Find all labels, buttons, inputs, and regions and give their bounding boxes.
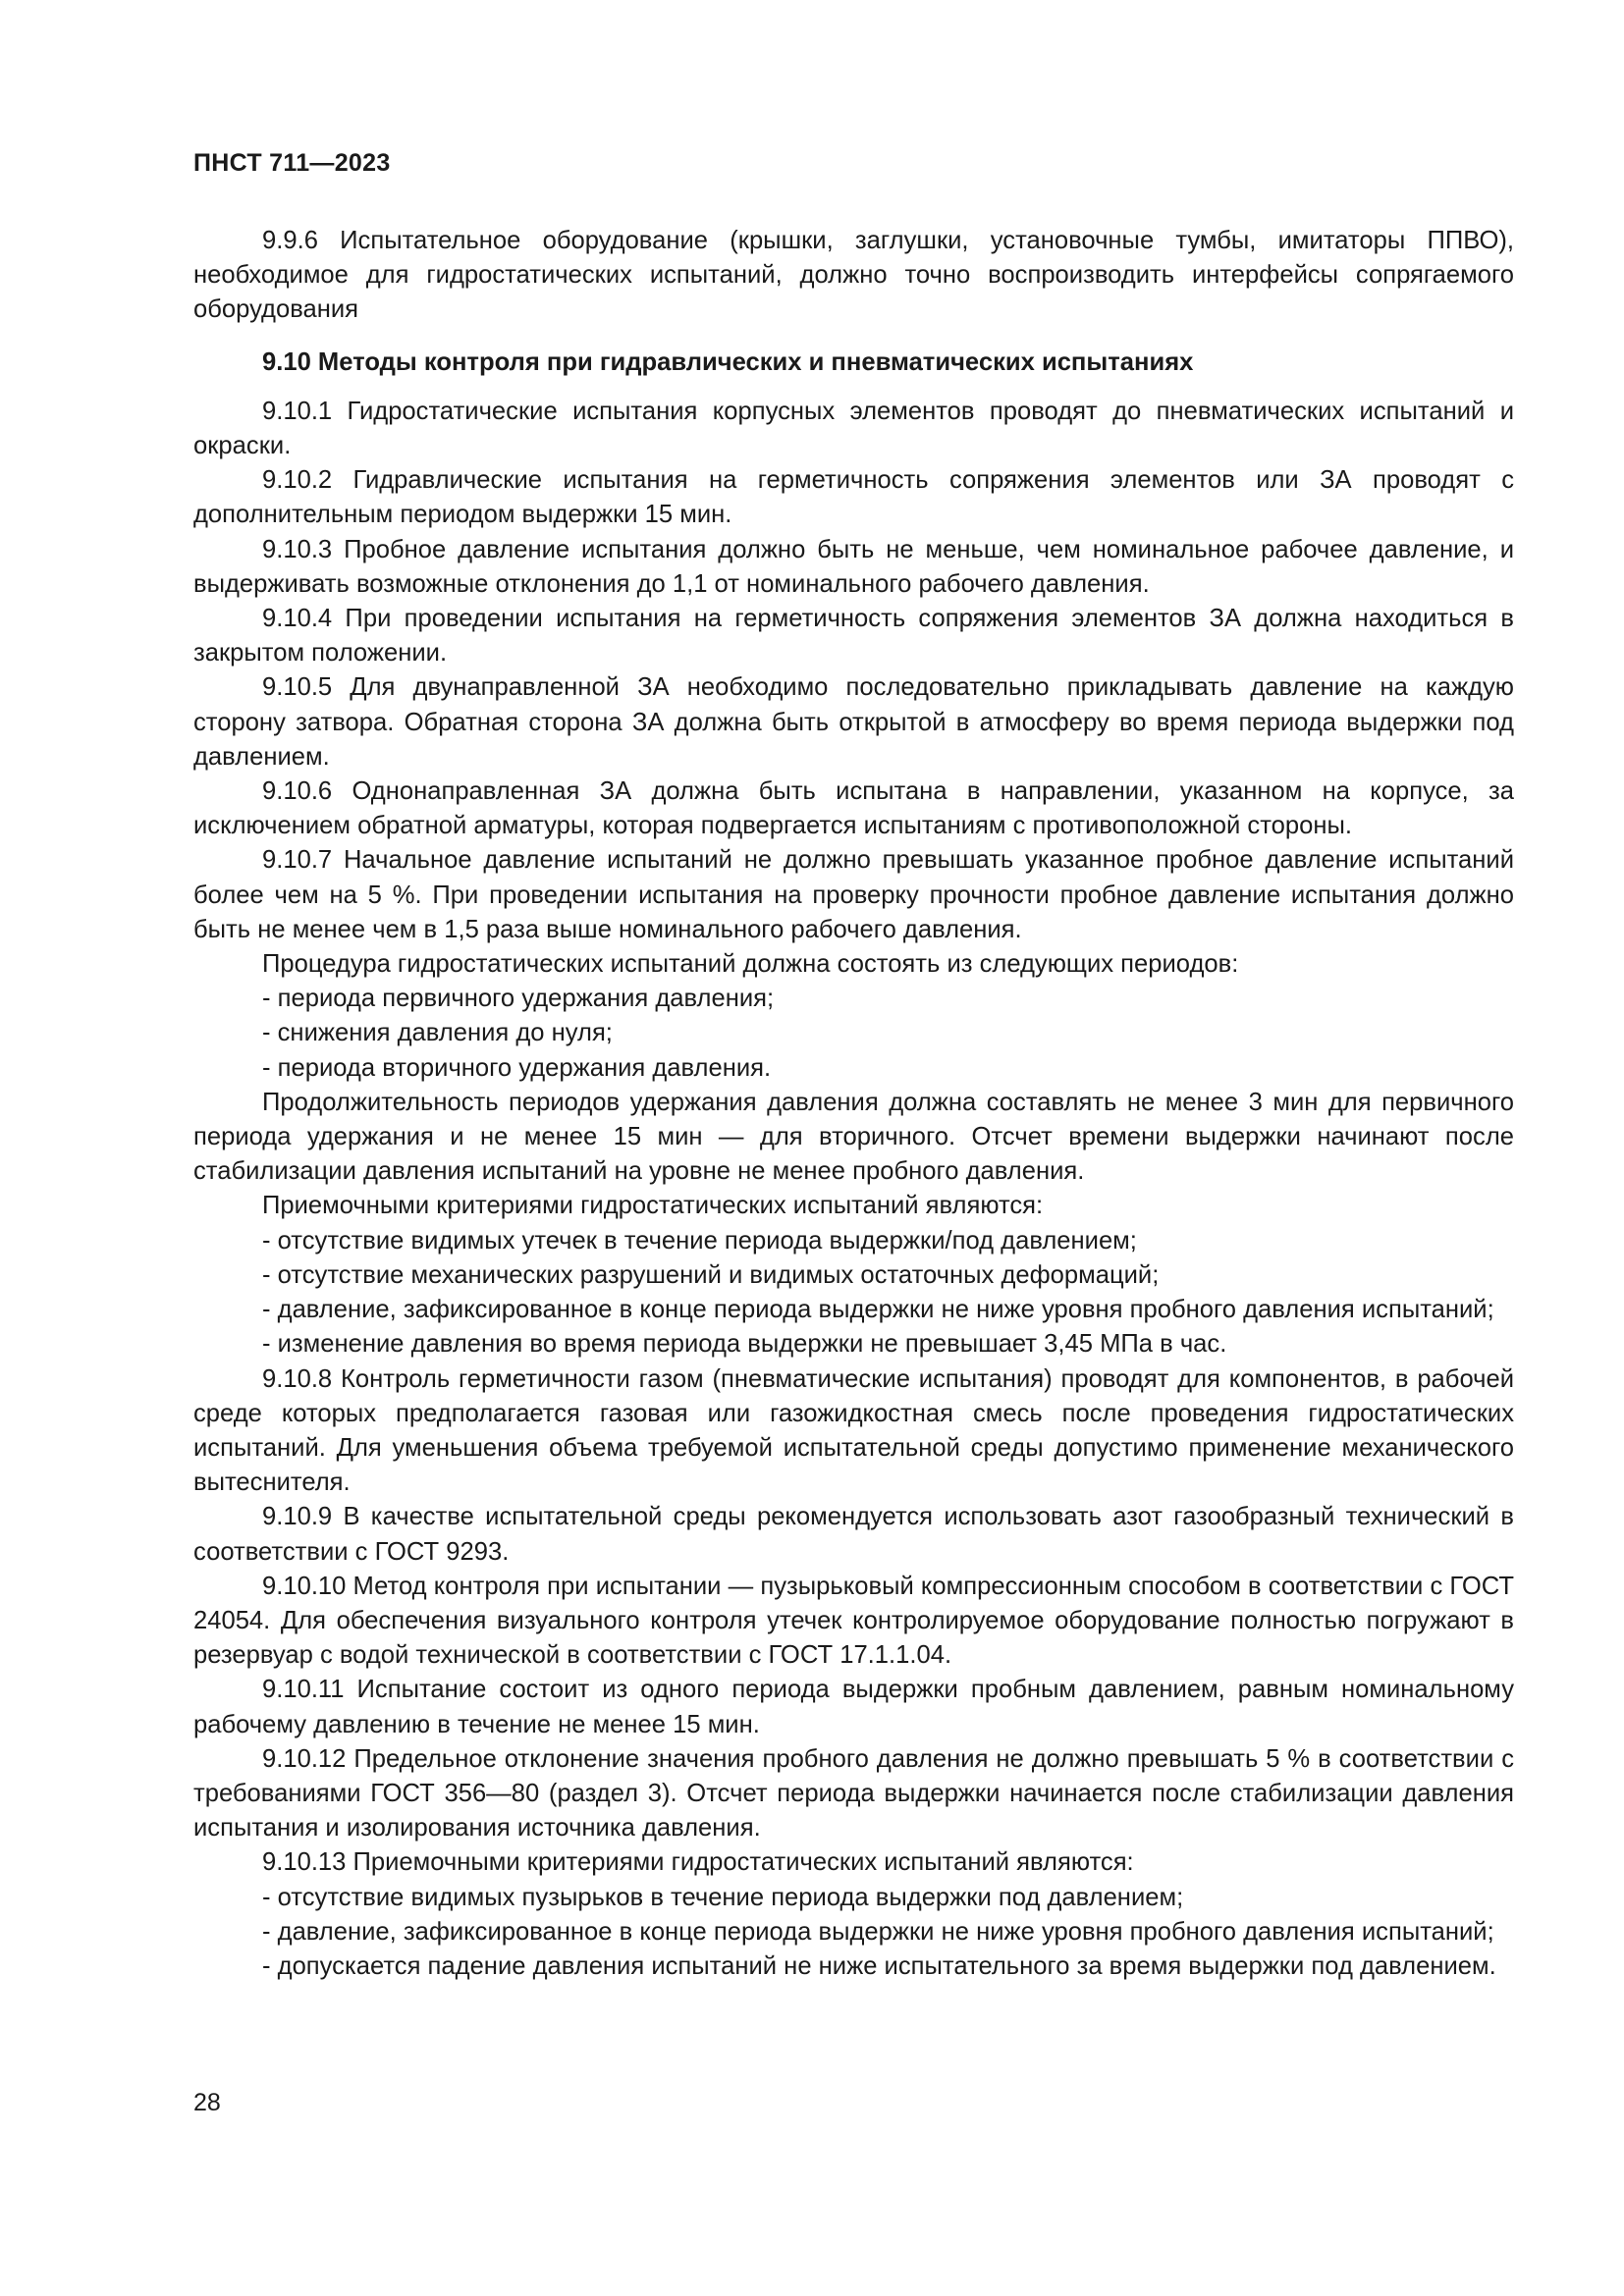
list-item: - изменение давления во время периода выдержки не превышает 3,45 МПа в час. xyxy=(262,1330,1227,1359)
clause-9-9-6: 9.9.6 Испытательное оборудование (крышки, заглушки, установочные тумбы, имитаторы ППВО), необходимое для гидростатических испытаний, должно точно воспроизводить интерфейсы сопрягаемого оборудования xyxy=(193,227,1514,324)
page-content xyxy=(193,224,1514,1984)
clause-9-10-1: 9.10.1 Гидростатические испытания корпусных элементов проводят до пневматических испытаний и окраски. xyxy=(193,397,1514,460)
clause-9-10-7: 9.10.7 Начальное давление испытаний не должно превышать указанное пробное давление испытаний более чем на 5 %. При проведении испытания на проверку прочности пробное давление испытания должно быть не менее чем в 1,5 раза выше номинального рабочего давления. xyxy=(193,846,1514,943)
section-heading-9-10: 9.10 Методы контроля при гидравлических и пневматических испытаниях xyxy=(262,347,1194,376)
clause-9-10-12: 9.10.12 Предельное отклонение значения пробного давления не должно превышать 5 % в соответствии с требованиями ГОСТ 356—80 (раздел 3). Отсчет периода выдержки начинается после стабилизации давления испытания и изолирования источника давления. xyxy=(193,1744,1514,1842)
clause-9-10-3: 9.10.3 Пробное давление испытания должно быть не меньше, чем номинальное рабочее давление, и выдерживать возможные отклонения до 1,1 от номинального рабочего давления. xyxy=(193,535,1514,598)
procedure-intro: Процедура гидростатических испытаний должна состоять из следующих периодов: xyxy=(262,950,1239,979)
page-number: 28 xyxy=(193,2089,221,2116)
clause-9-10-9: 9.10.9 В качестве испытательной среды рекомендуется использовать азот газообразный технический в соответствии с ГОСТ 9293. xyxy=(193,1503,1514,1566)
clause-9-10-4: 9.10.4 При проведении испытания на герметичность сопряжения элементов ЗА должна находиться в закрытом положении. xyxy=(193,605,1514,667)
clause-9-10-2: 9.10.2 Гидравлические испытания на герметичность сопряжения элементов или ЗА проводят с дополнительным периодом выдержки 15 мин. xyxy=(193,466,1514,529)
clause-9-10-8: 9.10.8 Контроль герметичности газом (пневматические испытания) проводят для компонентов, в рабочей среде которых предполагается газовая или газожидкостная смесь после проведения гидростатических испытаний. Для уменьшения объема требуемой испытательной среды допустимо применение механического вытеснителя. xyxy=(193,1364,1514,1497)
acceptance-criteria-intro: Приемочными критериями гидростатических испытаний являются: xyxy=(262,1192,1044,1220)
clause-9-10-10: 9.10.10 Метод контроля при испытании — пузырьковый компрессионным способом в соответствии с ГОСТ 24054. Для обеспечения визуального контроля утечек контролируемое оборудование полностью погружают в резервуар с водой технической в соответствии с ГОСТ 17.1.1.04. xyxy=(193,1572,1514,1670)
list-item: - периода первичного удержания давления; xyxy=(262,985,775,1013)
list-item: - отсутствие видимых пузырьков в течение периода выдержки под давлением; xyxy=(262,1883,1184,1911)
clause-9-10-11: 9.10.11 Испытание состоит из одного периода выдержки пробным давлением, равным номинальному рабочему давлению в течение не менее 15 мин. xyxy=(193,1676,1514,1738)
clause-9-10-13: 9.10.13 Приемочными критериями гидростатических испытаний являются: xyxy=(262,1848,1134,1877)
list-item: - допускается падение давления испытаний не ниже испытательного за время выдержки под давлением. xyxy=(262,1951,1496,1980)
list-item: - отсутствие видимых утечек в течение периода выдержки/под давлением; xyxy=(262,1226,1137,1255)
clause-9-10-6: 9.10.6 Однонаправленная ЗА должна быть испытана в направлении, указанном на корпусе, за исключением обратной арматуры, которая подвергается испытаниям с противоположной стороны. xyxy=(193,777,1514,840)
list-item: - давление, зафиксированное в конце периода выдержки не ниже уровня пробного давления испытаний; xyxy=(262,1296,1494,1324)
clause-9-10-5: 9.10.5 Для двунаправленной ЗА необходимо последовательно прикладывать давление на каждую сторону затвора. Обратная сторона ЗА должна быть открытой в атмосферу во время периода выдержки под давлением. xyxy=(193,673,1514,771)
duration-paragraph: Продолжительность периодов удержания давления должна составлять не менее 3 мин для первичного периода удержания и не менее 15 мин — для вторичного. Отсчет времени выдержки начинают после стабилизации давления испытаний на уровне не менее пробного давления. xyxy=(193,1088,1514,1186)
list-item: - давление, зафиксированное в конце периода выдержки не ниже уровня пробного давления испытаний; xyxy=(262,1917,1494,1946)
list-item: - снижения давления до нуля; xyxy=(262,1019,613,1047)
list-item: - отсутствие механических разрушений и видимых остаточных деформаций; xyxy=(262,1260,1160,1289)
list-item: - периода вторичного удержания давления. xyxy=(262,1053,772,1082)
document-code-header: ПНСТ 711—2023 xyxy=(193,149,391,177)
